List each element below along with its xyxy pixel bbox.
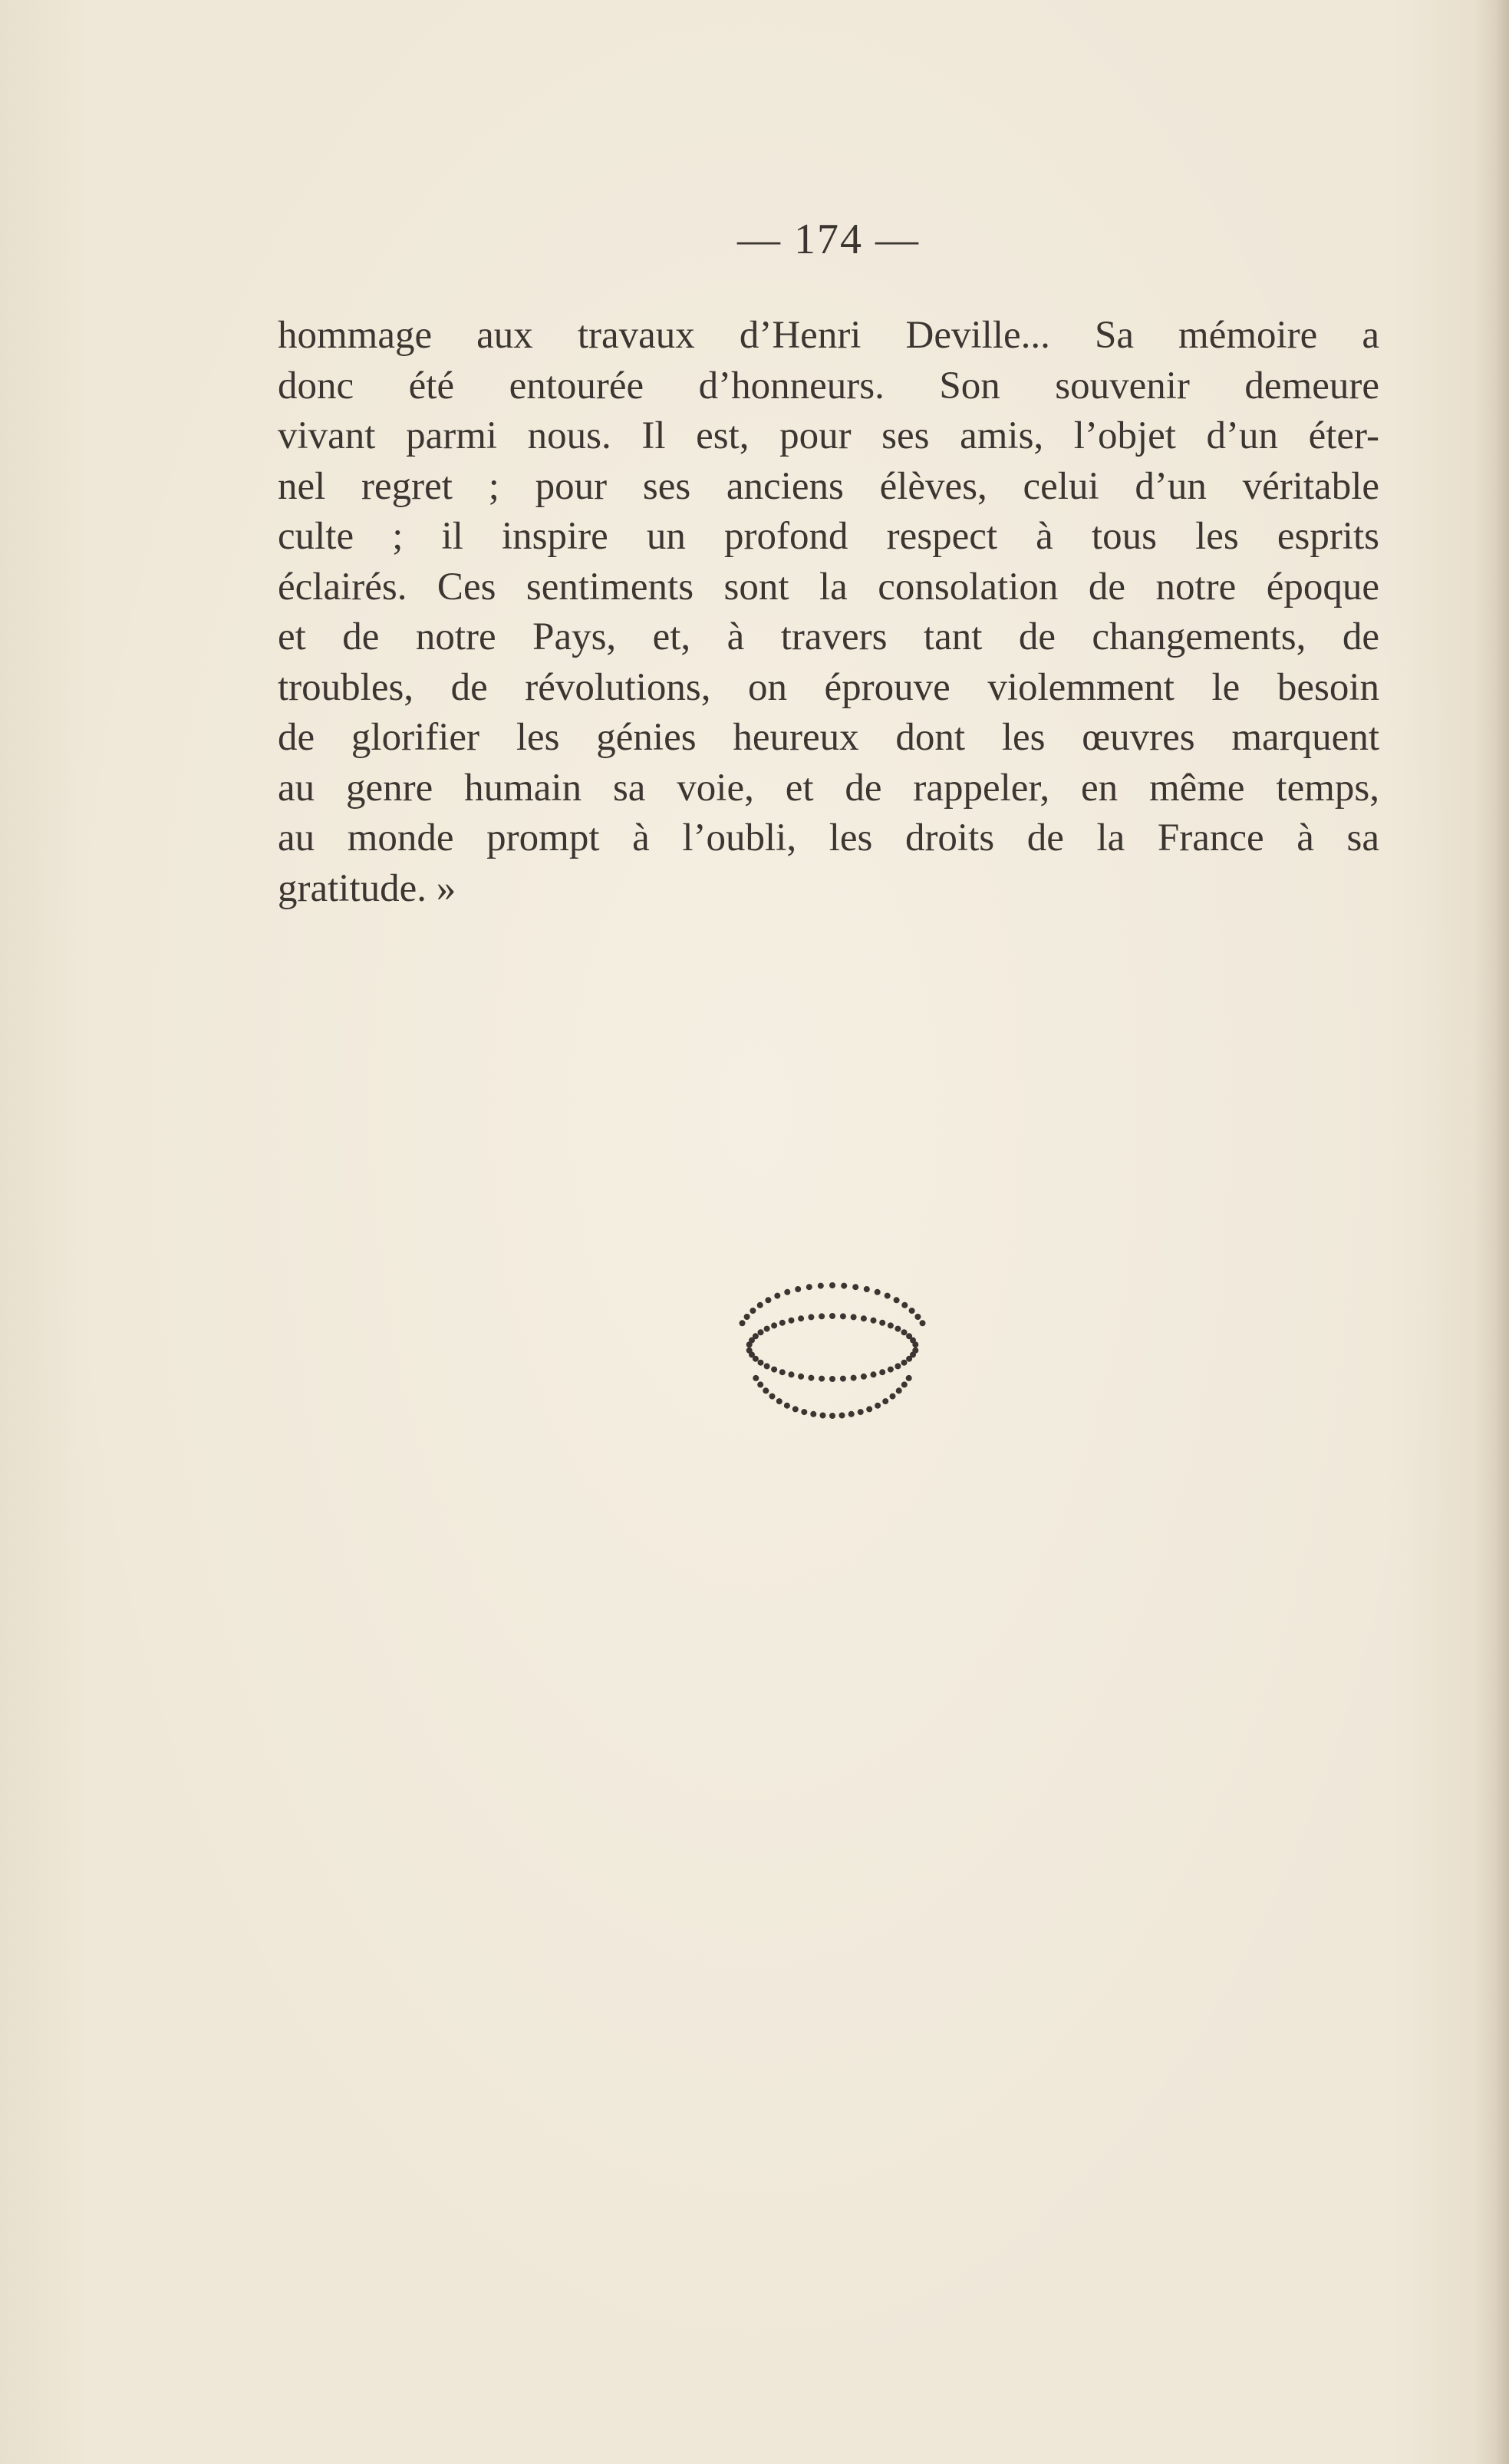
ornament-dot (789, 1371, 795, 1377)
ornament-dot (795, 1286, 801, 1292)
ornament-dot (784, 1289, 790, 1295)
ornament-dot (839, 1413, 845, 1419)
ornament-dot (851, 1314, 857, 1320)
ornament-dot (801, 1409, 807, 1415)
ornament-dot (888, 1367, 894, 1373)
ornament-dot (901, 1329, 908, 1335)
ornament-dot (866, 1406, 872, 1412)
ornament-dot (840, 1313, 846, 1319)
page-edge-shadow (1474, 0, 1509, 2464)
ornament-dot (840, 1376, 846, 1382)
ornament-dot (852, 1284, 858, 1290)
ornament-dot (885, 1293, 891, 1299)
ornament-dot (829, 1313, 835, 1319)
ornament-dot (789, 1318, 795, 1324)
ornament-dot (763, 1387, 769, 1394)
ornament-dot (765, 1297, 771, 1303)
ornament-dot (906, 1375, 912, 1381)
text-line: nel regret ; pour ses anciens élèves, celui d’un véritable (278, 464, 1379, 508)
ornament-dot (819, 1376, 825, 1382)
ornament-dot (746, 1347, 753, 1354)
ornament-dot (901, 1302, 908, 1308)
ornament-dot (895, 1363, 901, 1369)
ornament-dot (758, 1360, 764, 1366)
ornament-dot (764, 1326, 770, 1332)
ornament-dot (764, 1363, 770, 1369)
ornament-dot (779, 1320, 786, 1326)
ornament-dot (829, 1413, 835, 1419)
ornament-dot (914, 1314, 921, 1320)
ornament-dot (875, 1403, 881, 1409)
ornament-dot (871, 1371, 877, 1377)
ornament-dot (848, 1411, 855, 1417)
ornament-dot (851, 1375, 857, 1381)
dotted-oval-ornament-icon (717, 1258, 947, 1443)
ornament-dot (774, 1293, 780, 1299)
ornament-dot (750, 1308, 756, 1314)
ornament-dot (901, 1360, 908, 1366)
ornament-dot (776, 1398, 783, 1404)
ornament-dot (879, 1369, 885, 1375)
text-line: et de notre Pays, et, à travers tant de changements, de (278, 615, 1379, 658)
ornament-dot (808, 1314, 814, 1320)
ornament-dot (753, 1375, 759, 1381)
ornament-dot (882, 1398, 888, 1404)
text-line: troubles, de révolutions, on éprouve violemment le besoin (278, 665, 1379, 709)
ornament-dot (757, 1302, 763, 1308)
ornament-dot (818, 1283, 824, 1289)
ornament-dot (896, 1387, 902, 1394)
ornament-dot (798, 1374, 804, 1380)
ornament-dot (875, 1289, 881, 1295)
ornament-dot (779, 1369, 786, 1375)
ornament-dot (888, 1322, 894, 1328)
ornament-dot (784, 1403, 790, 1409)
page-number: — 174 — (737, 216, 920, 263)
ornament-dot (858, 1409, 864, 1415)
ornament-dot (771, 1367, 777, 1373)
ornament-dot (758, 1329, 764, 1335)
ornament-dot (771, 1322, 777, 1328)
ornament-dot (861, 1374, 867, 1380)
ornament-dot (819, 1313, 825, 1319)
text-line: vivant parmi nous. Il est, pour ses amis, l’objet d’un éter- (278, 414, 1379, 457)
ornament-dot (920, 1320, 926, 1326)
ornament-dot (895, 1326, 901, 1332)
ornament-dot (864, 1286, 870, 1292)
ornament-dot (906, 1356, 912, 1362)
ornament-dot (894, 1297, 900, 1303)
ornament-dot (740, 1320, 746, 1326)
text-line: au monde prompt à l’oubli, les droits de la France à sa (278, 816, 1379, 859)
text-line: de glorifier les génies heureux dont les œuvres marquent (278, 716, 1379, 759)
ornament-dot (810, 1411, 816, 1417)
ornament-dot (829, 1376, 835, 1382)
ornament-dot (792, 1406, 799, 1412)
text-line: hommage aux travaux d’Henri Deville... Sa mémoire a (278, 314, 1379, 357)
ornament-dot (753, 1333, 759, 1339)
ornament-dot (798, 1315, 804, 1321)
text-line: culte ; il inspire un profond respect à tous les esprits (278, 515, 1379, 558)
ornament-dot (871, 1318, 877, 1324)
text-line: au genre humain sa voie, et de rappeler, en même temps, (278, 766, 1379, 810)
ornament-dot (890, 1394, 896, 1400)
ornament-dot (769, 1394, 776, 1400)
text-line: éclairés. Ces sentiments sont la consolation de notre époque (278, 565, 1379, 609)
ornament-dot (744, 1314, 750, 1320)
ornament-dot (808, 1375, 814, 1381)
text-line: donc été entourée d’honneurs. Son souvenir demeure (278, 364, 1379, 407)
body-paragraph (278, 311, 1379, 914)
ornament-dot (806, 1284, 812, 1290)
ornament-dot (861, 1315, 867, 1321)
ornament-dot (841, 1283, 847, 1289)
text-line: gratitude. » (278, 866, 456, 910)
ornament-dot (829, 1282, 835, 1288)
ornament-dot (912, 1341, 918, 1347)
ornament-dot (820, 1413, 826, 1419)
ornament-dot (909, 1308, 915, 1314)
ornament-dot (901, 1381, 908, 1387)
ornament-dot (879, 1320, 885, 1326)
ornament-dot (757, 1381, 763, 1387)
